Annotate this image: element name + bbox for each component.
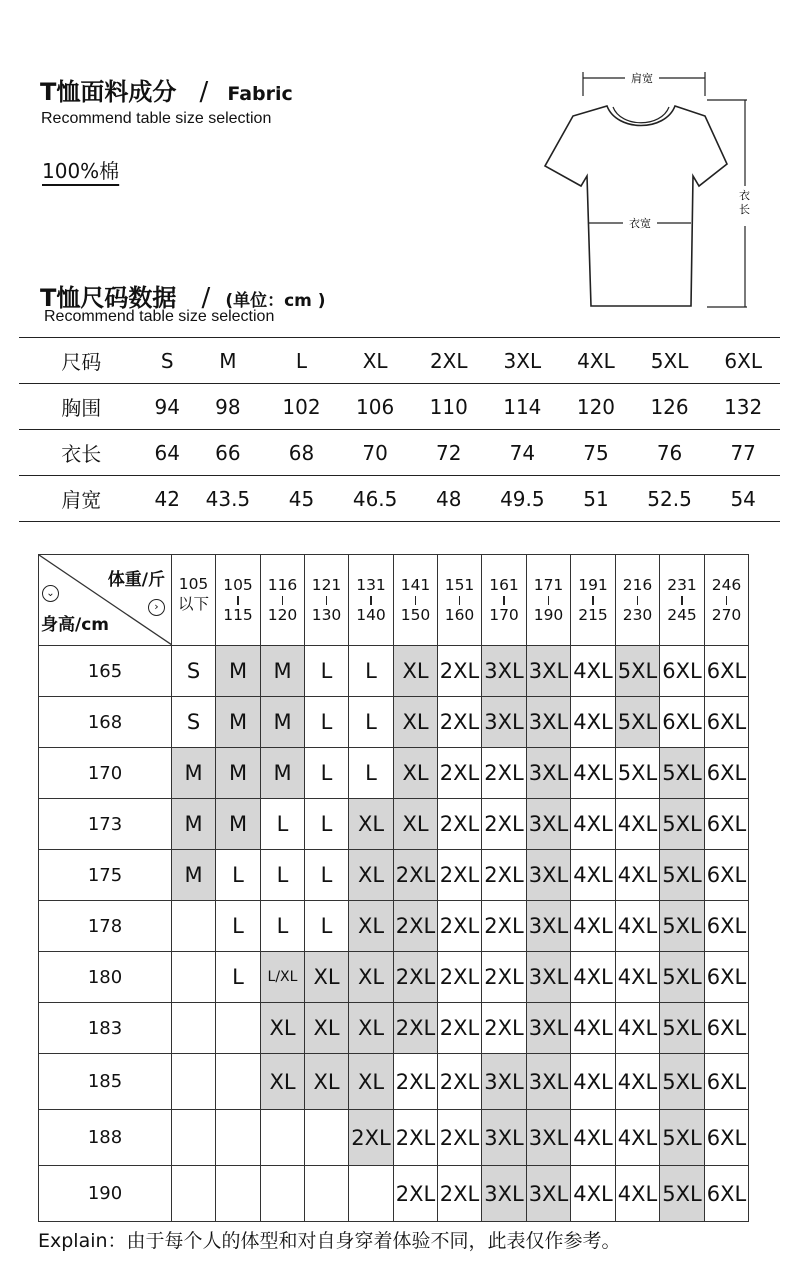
size-recommendation-cell: 6XL	[705, 646, 749, 697]
size-recommendation-cell	[216, 1110, 261, 1166]
length-label-char-1: 衣	[739, 189, 750, 202]
size-recommendation-cell: 4XL	[571, 697, 616, 748]
weight-range-header	[705, 555, 749, 646]
weight-range-top: 131	[356, 575, 386, 594]
weight-range-header	[482, 555, 527, 646]
recommend-table	[38, 554, 749, 1222]
size-cell: 42	[143, 476, 191, 522]
size-recommendation-cell: S	[172, 646, 216, 697]
size-recommendation-cell: 5XL	[660, 901, 705, 952]
weight-range-tick	[592, 596, 594, 605]
weight-range-top: 105	[223, 575, 253, 594]
size-recommendation-cell: XL	[394, 748, 438, 799]
fabric-title-en: Fabric	[227, 83, 293, 105]
recommend-row	[39, 748, 749, 799]
size-recommendation-cell: 4XL	[571, 646, 616, 697]
weight-range-top: 161	[489, 575, 519, 594]
size-recommendation-cell: M	[261, 646, 305, 697]
size-row-label: 衣长	[19, 430, 143, 476]
weight-range-tick	[237, 596, 239, 605]
size-recommendation-cell: L	[216, 901, 261, 952]
height-label: 身高/cm	[41, 615, 109, 635]
size-cell: 70	[338, 430, 412, 476]
size-recommendation-cell: XL	[261, 1003, 305, 1054]
size-cell: 76	[633, 430, 707, 476]
size-recommendation-cell: 2XL	[394, 1003, 438, 1054]
size-recommendation-cell: 4XL	[616, 1166, 660, 1222]
size-recommendation-cell: M	[216, 748, 261, 799]
size-recommendation-cell: 2XL	[394, 1166, 438, 1222]
size-recommendation-cell	[261, 1110, 305, 1166]
weight-range-tick	[326, 596, 328, 605]
weight-range-top: 231	[667, 575, 697, 594]
size-recommendation-cell: 4XL	[616, 1054, 660, 1110]
recommend-row	[39, 850, 749, 901]
size-cell: 49.5	[486, 476, 560, 522]
size-cell: S	[143, 338, 191, 384]
size-recommendation-cell	[305, 1110, 349, 1166]
size-recommendation-cell: 6XL	[705, 1110, 749, 1166]
size-recommendation-cell: 2XL	[394, 901, 438, 952]
size-recommendation-cell: 3XL	[527, 748, 571, 799]
fabric-header	[40, 72, 293, 107]
weight-range-header	[261, 555, 305, 646]
weight-range-tick	[637, 596, 639, 605]
weight-range-tick	[681, 596, 683, 605]
size-recommendation-cell: 4XL	[616, 799, 660, 850]
recommend-row	[39, 952, 749, 1003]
weight-range-top: 121	[311, 575, 342, 594]
size-recommendation-cell: L	[349, 646, 394, 697]
weight-range-header	[305, 555, 349, 646]
size-recommendation-cell: M	[261, 748, 305, 799]
size-cell: 120	[559, 384, 633, 430]
size-cell: L	[265, 338, 339, 384]
size-recommendation-cell: 3XL	[527, 1054, 571, 1110]
size-row-label: 尺码	[19, 338, 143, 384]
size-unit: (单位：cm )	[225, 291, 326, 311]
size-recommendation-cell: XL	[349, 1054, 394, 1110]
tshirt-outline	[545, 106, 727, 306]
fabric-subtitle: Recommend table size selection	[41, 110, 272, 127]
size-recommendation-cell: 4XL	[616, 1003, 660, 1054]
fabric-content: 100%棉	[42, 159, 120, 183]
size-recommendation-cell	[349, 1166, 394, 1222]
size-recommendation-cell: 2XL	[394, 952, 438, 1003]
size-recommendation-cell: XL	[349, 1003, 394, 1054]
size-recommendation-cell: M	[216, 697, 261, 748]
size-recommendation-cell: 3XL	[527, 952, 571, 1003]
recommend-row	[39, 1110, 749, 1166]
weight-range-bottom: 230	[622, 605, 653, 624]
size-recommendation-cell	[216, 1003, 261, 1054]
height-cell: 168	[39, 697, 172, 748]
size-cell: 75	[559, 430, 633, 476]
size-recommendation-cell: XL	[394, 646, 438, 697]
height-cell: 188	[39, 1110, 172, 1166]
size-cell: 4XL	[559, 338, 633, 384]
size-recommendation-cell: 2XL	[394, 1054, 438, 1110]
height-cell: 178	[39, 901, 172, 952]
size-recommendation-cell: L	[305, 901, 349, 952]
size-recommendation-cell: 2XL	[438, 646, 482, 697]
size-recommendation-cell	[216, 1166, 261, 1222]
height-cell: 190	[39, 1166, 172, 1222]
weight-range-tick	[415, 596, 417, 605]
size-recommendation-cell: 3XL	[482, 1054, 527, 1110]
size-cell: 46.5	[338, 476, 412, 522]
size-cell: 2XL	[412, 338, 486, 384]
weight-range-header	[172, 555, 216, 646]
weight-range-tick	[726, 596, 728, 605]
size-recommendation-cell: 2XL	[482, 1003, 527, 1054]
size-cell: 54	[706, 476, 780, 522]
weight-range-tick	[548, 596, 550, 605]
size-recommendation-cell: M	[172, 799, 216, 850]
height-cell: 165	[39, 646, 172, 697]
weight-range-header	[527, 555, 571, 646]
size-recommendation-cell	[172, 952, 216, 1003]
size-recommendation-cell: 2XL	[438, 748, 482, 799]
size-cell: 51	[559, 476, 633, 522]
shoulder-width-label: 肩宽	[631, 72, 653, 85]
size-cell: 106	[338, 384, 412, 430]
size-recommendation-cell: 6XL	[660, 646, 705, 697]
size-cell: 52.5	[633, 476, 707, 522]
size-recommendation-cell: 4XL	[616, 901, 660, 952]
size-cell: 72	[412, 430, 486, 476]
size-recommendation-cell: 3XL	[527, 1003, 571, 1054]
weight-range-bottom: 170	[489, 605, 519, 624]
size-cell: 48	[412, 476, 486, 522]
fabric-slash: /	[199, 77, 209, 107]
size-recommendation-cell: 6XL	[705, 748, 749, 799]
explain-note: Explain：由于每个人的体型和对自身穿着体验不同，此表仅作参考。	[38, 1230, 621, 1252]
size-cell: 45	[265, 476, 339, 522]
size-recommendation-cell: 3XL	[482, 646, 527, 697]
size-cell: 64	[143, 430, 191, 476]
size-recommendation-cell	[172, 901, 216, 952]
size-recommendation-cell: 3XL	[527, 646, 571, 697]
weight-range-bottom: 270	[711, 605, 742, 624]
size-recommendation-cell: XL	[394, 799, 438, 850]
size-recommendation-cell: 2XL	[438, 1110, 482, 1166]
length-label	[739, 189, 750, 216]
size-recommendation-cell: L	[305, 748, 349, 799]
recommend-row	[39, 697, 749, 748]
size-recommendation-cell: 3XL	[527, 850, 571, 901]
weight-range-top: 105	[178, 575, 209, 593]
chevron-down-icon: ⌄	[42, 585, 59, 602]
recommend-row	[39, 1003, 749, 1054]
size-recommendation-cell: 5XL	[660, 799, 705, 850]
size-recommendation-cell: 2XL	[438, 901, 482, 952]
tshirt-diagram	[535, 66, 765, 316]
weight-range-header	[394, 555, 438, 646]
size-recommendation-cell: 6XL	[705, 1166, 749, 1222]
size-recommendation-cell: 3XL	[482, 1166, 527, 1222]
size-recommendation-cell: L/XL	[261, 952, 305, 1003]
recommend-row	[39, 1054, 749, 1110]
length-label-char-2: 长	[739, 203, 750, 216]
size-recommendation-cell: 2XL	[438, 1054, 482, 1110]
size-recommendation-cell	[216, 1054, 261, 1110]
size-recommendation-cell: 4XL	[616, 952, 660, 1003]
size-recommendation-cell: 4XL	[571, 799, 616, 850]
size-recommendation-cell: 5XL	[660, 952, 705, 1003]
weight-range-header	[616, 555, 660, 646]
recommend-row	[39, 901, 749, 952]
size-recommendation-cell: 2XL	[438, 697, 482, 748]
size-row	[19, 338, 780, 384]
size-recommendation-cell: L	[305, 697, 349, 748]
size-cell: 114	[486, 384, 560, 430]
height-cell: 175	[39, 850, 172, 901]
size-recommendation-cell: 5XL	[616, 748, 660, 799]
size-row	[19, 384, 780, 430]
size-recommendation-cell: 3XL	[527, 1110, 571, 1166]
size-cell: 3XL	[486, 338, 560, 384]
size-recommendation-cell: 6XL	[705, 697, 749, 748]
size-recommendation-cell: 4XL	[571, 901, 616, 952]
size-recommendation-cell: 5XL	[616, 697, 660, 748]
size-recommendation-cell: XL	[261, 1054, 305, 1110]
size-recommendation-cell: 2XL	[482, 748, 527, 799]
size-recommendation-cell: 2XL	[394, 850, 438, 901]
size-recommendation-cell: 3XL	[527, 901, 571, 952]
size-cell: 66	[191, 430, 265, 476]
height-cell: 180	[39, 952, 172, 1003]
size-recommendation-cell: L	[261, 901, 305, 952]
size-recommendation-cell: 6XL	[705, 1003, 749, 1054]
weight-range-bottom: 115	[223, 605, 253, 624]
corner-box	[39, 555, 171, 645]
size-recommendation-cell: L	[261, 799, 305, 850]
size-recommendation-cell: 6XL	[705, 799, 749, 850]
size-recommendation-cell: XL	[349, 952, 394, 1003]
size-recommendation-cell: 6XL	[705, 850, 749, 901]
size-cell: XL	[338, 338, 412, 384]
size-recommendation-cell: XL	[305, 952, 349, 1003]
recommend-header-row	[39, 555, 749, 646]
size-recommendation-cell: 4XL	[571, 1003, 616, 1054]
chevron-right-icon: ›	[148, 599, 165, 616]
size-recommendation-cell: L	[349, 697, 394, 748]
weight-range-header	[216, 555, 261, 646]
recommend-row	[39, 1166, 749, 1222]
size-recommendation-cell: 2XL	[438, 952, 482, 1003]
size-recommendation-cell: 4XL	[571, 1166, 616, 1222]
weight-range-top: 141	[400, 575, 431, 594]
weight-range-top: 116	[267, 575, 298, 594]
size-cell: 6XL	[706, 338, 780, 384]
weight-range-bottom: 215	[578, 605, 608, 624]
size-recommendation-cell: XL	[349, 799, 394, 850]
weight-label: 体重/斤	[107, 570, 165, 590]
size-recommendation-cell: 5XL	[660, 1003, 705, 1054]
height-cell: 173	[39, 799, 172, 850]
size-recommendation-cell: 2XL	[482, 952, 527, 1003]
size-recommendation-cell: 6XL	[660, 697, 705, 748]
size-recommendation-cell: XL	[305, 1054, 349, 1110]
size-recommendation-cell: M	[261, 697, 305, 748]
weight-range-tick	[503, 596, 505, 605]
size-cell: 132	[706, 384, 780, 430]
size-table-body	[19, 338, 780, 522]
size-recommendation-cell: 6XL	[705, 952, 749, 1003]
recommend-table-body	[39, 555, 749, 1222]
size-recommendation-cell: L	[305, 850, 349, 901]
weight-range-bottom: 130	[311, 605, 342, 624]
fabric-title: T恤面料成分	[40, 78, 177, 106]
size-title: T恤尺码数据	[40, 284, 177, 312]
size-recommendation-cell: S	[172, 697, 216, 748]
size-recommendation-cell: 4XL	[571, 850, 616, 901]
size-row-label: 胸围	[19, 384, 143, 430]
size-recommendation-cell: 5XL	[660, 1166, 705, 1222]
size-recommendation-cell: 5XL	[660, 748, 705, 799]
height-cell: 170	[39, 748, 172, 799]
size-table	[19, 337, 780, 522]
size-subtitle: Recommend table size selection	[44, 308, 275, 325]
size-recommendation-cell	[172, 1003, 216, 1054]
size-recommendation-cell: 2XL	[438, 1166, 482, 1222]
size-row	[19, 476, 780, 522]
size-recommendation-cell: 2XL	[438, 1003, 482, 1054]
size-recommendation-cell: 4XL	[571, 952, 616, 1003]
size-recommendation-cell: 5XL	[660, 850, 705, 901]
size-recommendation-cell: 4XL	[616, 850, 660, 901]
weight-range-tick	[370, 596, 372, 605]
weight-range-bottom: 245	[667, 605, 697, 624]
size-recommendation-cell: 2XL	[394, 1110, 438, 1166]
weight-range-bottom: 120	[267, 605, 298, 624]
size-cell: M	[191, 338, 265, 384]
weight-range-top: 216	[622, 575, 653, 594]
size-recommendation-cell	[172, 1110, 216, 1166]
size-cell: 110	[412, 384, 486, 430]
height-cell: 185	[39, 1054, 172, 1110]
size-cell: 74	[486, 430, 560, 476]
size-slash: /	[201, 283, 211, 313]
size-recommendation-cell: XL	[349, 850, 394, 901]
size-cell: 98	[191, 384, 265, 430]
size-recommendation-cell	[261, 1166, 305, 1222]
size-recommendation-cell: XL	[305, 1003, 349, 1054]
size-recommendation-cell: M	[172, 850, 216, 901]
size-recommendation-cell: L	[349, 748, 394, 799]
size-recommendation-cell: L	[261, 850, 305, 901]
size-recommendation-cell: 5XL	[616, 646, 660, 697]
weight-range-bottom: 160	[444, 605, 475, 624]
recommend-row	[39, 646, 749, 697]
size-recommendation-cell: XL	[394, 697, 438, 748]
size-recommendation-cell: 6XL	[705, 901, 749, 952]
size-recommendation-cell: 4XL	[571, 1110, 616, 1166]
size-recommendation-cell: 4XL	[571, 748, 616, 799]
size-cell: 126	[633, 384, 707, 430]
weight-range-top: 151	[444, 575, 475, 594]
size-recommendation-cell: L	[216, 850, 261, 901]
weight-range-bottom: 190	[533, 605, 564, 624]
size-recommendation-cell	[172, 1054, 216, 1110]
size-recommendation-cell: 3XL	[527, 1166, 571, 1222]
size-cell: 102	[265, 384, 339, 430]
weight-range-header	[349, 555, 394, 646]
size-recommendation-cell: 2XL	[482, 850, 527, 901]
recommend-row	[39, 799, 749, 850]
size-row	[19, 430, 780, 476]
size-recommendation-cell	[172, 1166, 216, 1222]
size-recommendation-cell: 5XL	[660, 1110, 705, 1166]
height-cell: 183	[39, 1003, 172, 1054]
size-recommendation-cell: 4XL	[571, 1054, 616, 1110]
size-recommendation-cell: L	[305, 799, 349, 850]
size-recommendation-cell: 2XL	[482, 901, 527, 952]
weight-range-bottom: 150	[400, 605, 431, 624]
size-recommendation-cell: 4XL	[616, 1110, 660, 1166]
weight-range-header	[660, 555, 705, 646]
size-recommendation-cell: M	[216, 646, 261, 697]
weight-range-tick	[282, 596, 284, 605]
size-recommendation-cell: XL	[349, 901, 394, 952]
size-recommendation-cell: 3XL	[482, 1110, 527, 1166]
size-cell: 77	[706, 430, 780, 476]
size-recommendation-cell: M	[216, 799, 261, 850]
body-width-label: 衣宽	[629, 217, 651, 230]
size-row-label: 肩宽	[19, 476, 143, 522]
size-recommendation-cell: 2XL	[438, 850, 482, 901]
size-recommendation-cell: 3XL	[527, 697, 571, 748]
size-recommendation-cell: 6XL	[705, 1054, 749, 1110]
size-cell: 43.5	[191, 476, 265, 522]
weight-range-tick	[459, 596, 461, 605]
corner-cell	[39, 555, 172, 646]
size-recommendation-cell: 2XL	[438, 799, 482, 850]
weight-range-top: 246	[711, 575, 742, 594]
size-recommendation-cell: 2XL	[349, 1110, 394, 1166]
size-recommendation-cell: L	[305, 646, 349, 697]
weight-range-bottom: 140	[356, 605, 386, 624]
weight-range-top: 191	[578, 575, 608, 594]
weight-range-header	[571, 555, 616, 646]
size-cell: 94	[143, 384, 191, 430]
size-recommendation-cell	[305, 1166, 349, 1222]
weight-range-bottom: 以下	[177, 595, 209, 613]
size-recommendation-cell: 3XL	[482, 697, 527, 748]
weight-range-top: 171	[533, 575, 564, 594]
size-cell: 5XL	[633, 338, 707, 384]
size-cell: 68	[265, 430, 339, 476]
size-recommendation-cell: 2XL	[482, 799, 527, 850]
size-recommendation-cell: L	[216, 952, 261, 1003]
size-recommendation-cell: M	[172, 748, 216, 799]
size-recommendation-cell: 3XL	[527, 799, 571, 850]
size-recommendation-cell: 5XL	[660, 1054, 705, 1110]
weight-range-header	[438, 555, 482, 646]
